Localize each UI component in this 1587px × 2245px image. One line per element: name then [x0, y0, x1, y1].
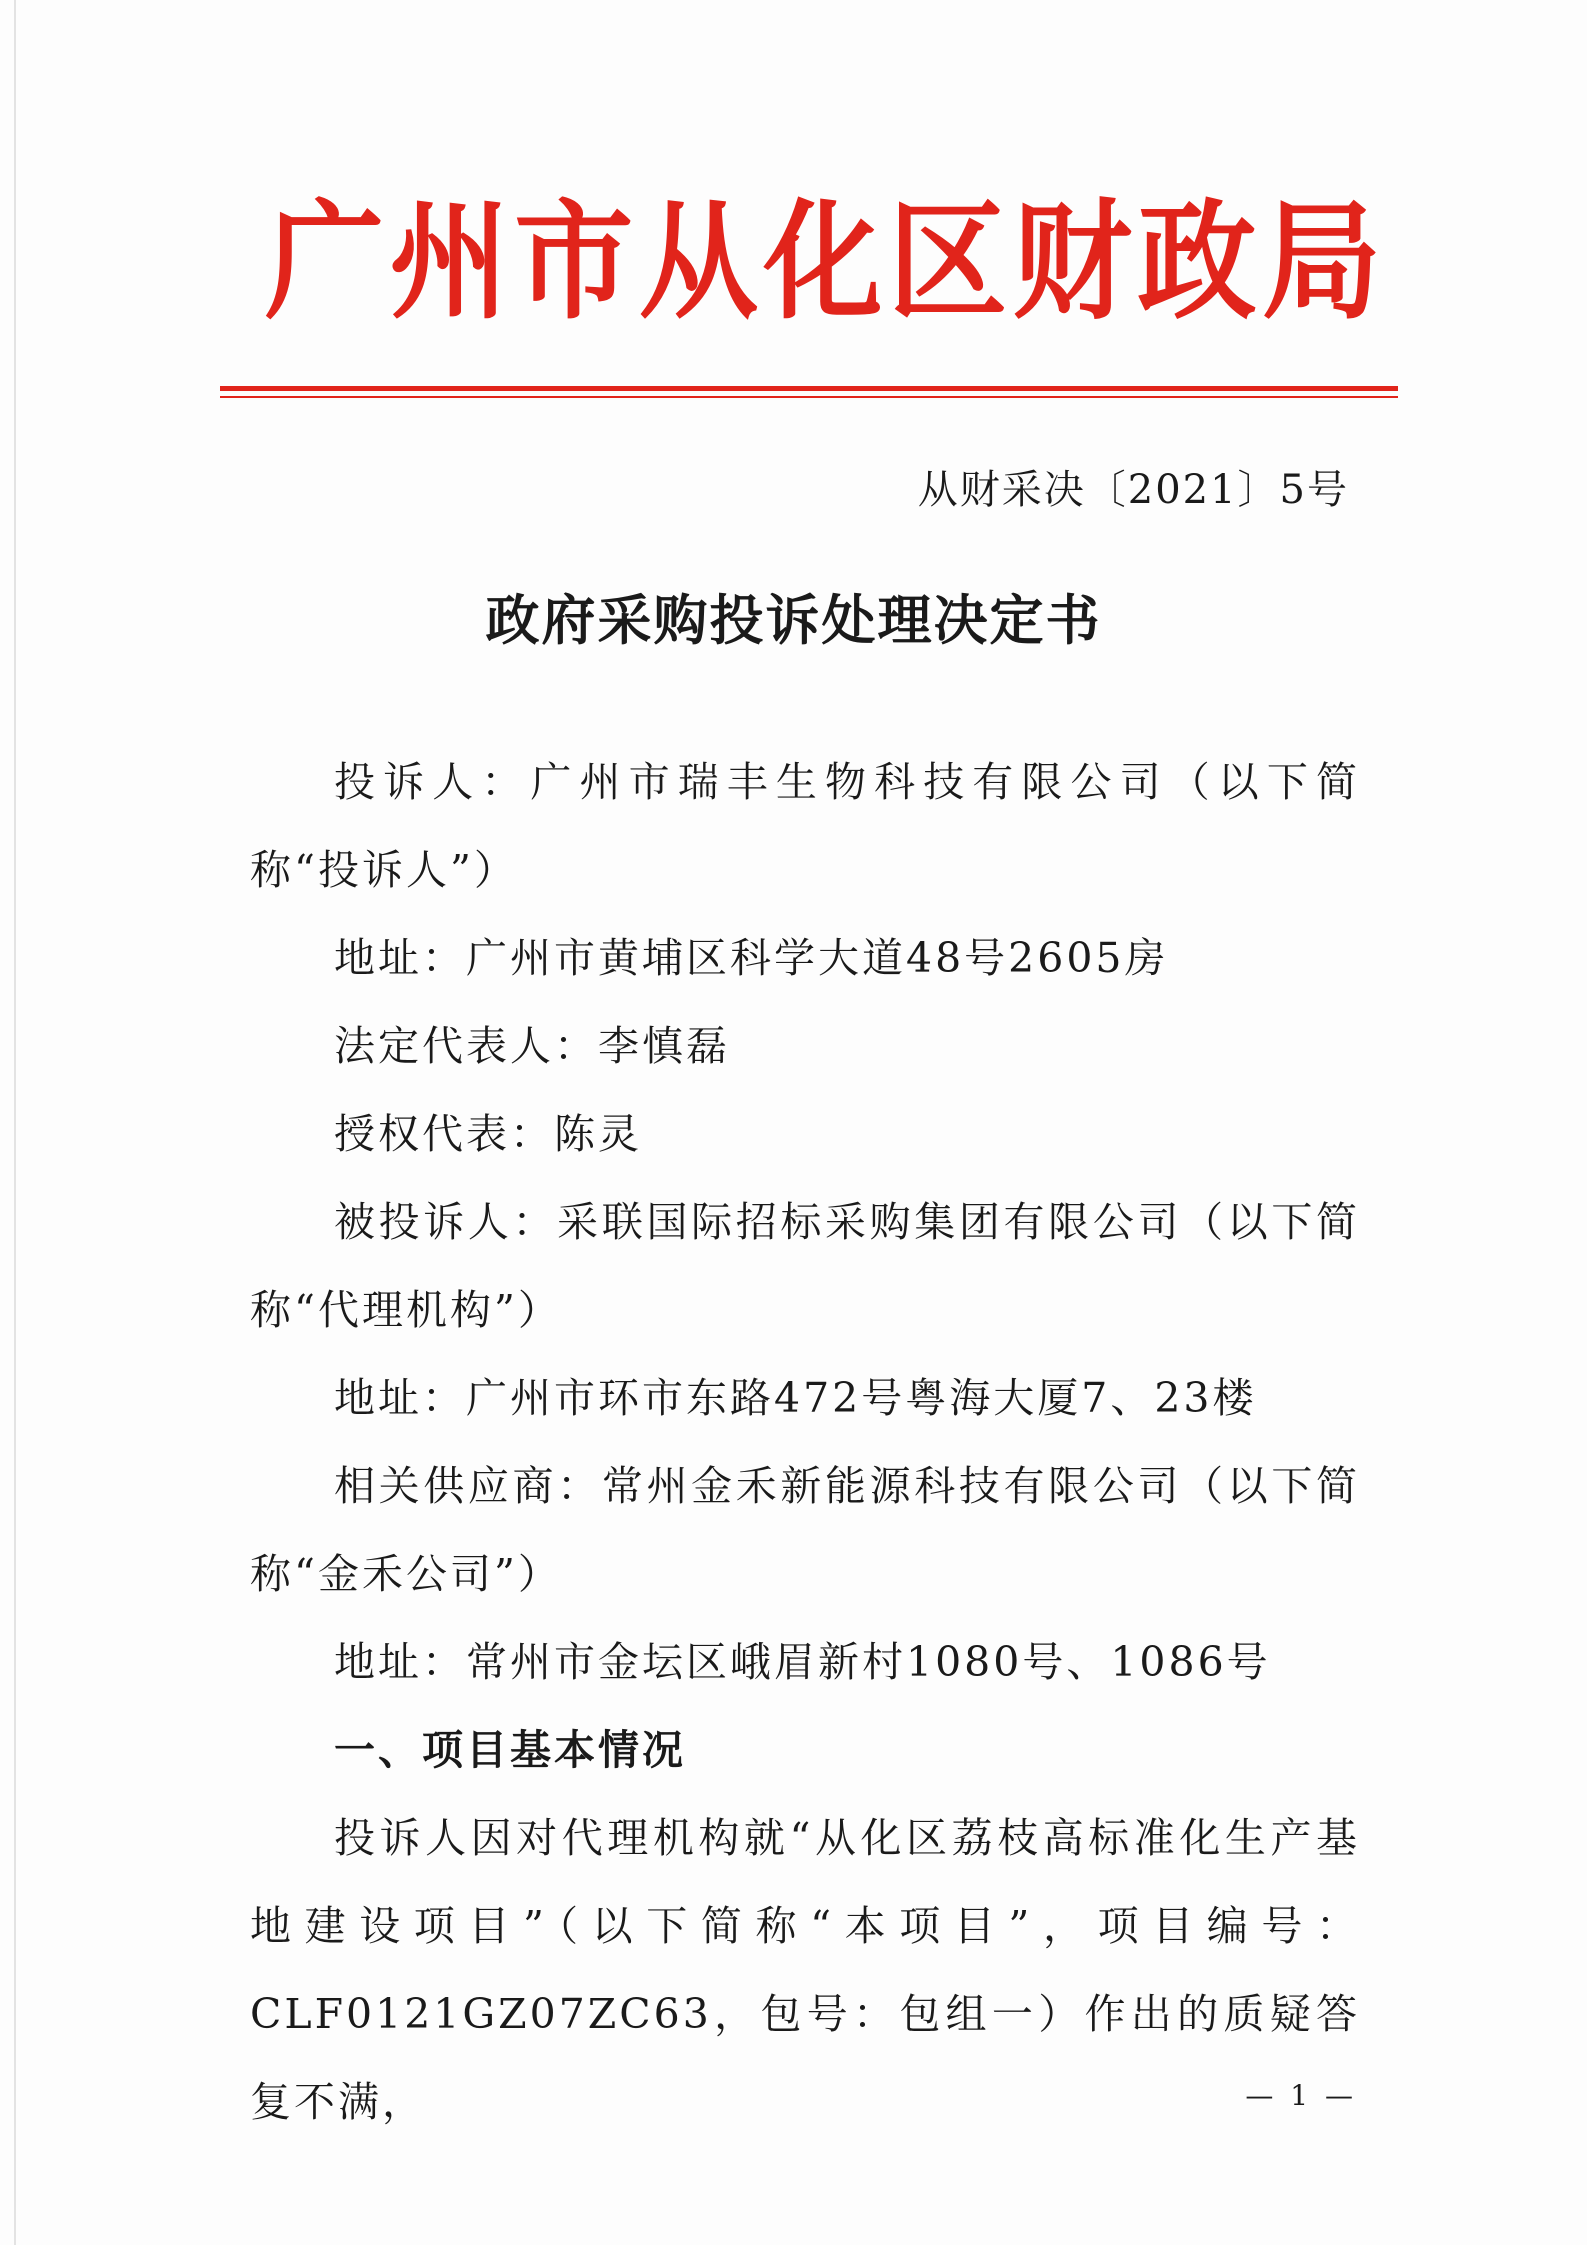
header-red-rule-thin — [220, 396, 1398, 398]
respondent-paragraph: 被投诉人：采联国际招标采购集团有限公司（以下简称“代理机构”） — [250, 1198, 1360, 1334]
complainant-address: 地址：广州市黄埔区科学大道48号2605房 — [334, 934, 1169, 982]
related-supplier-address: 地址：常州市金坛区峨眉新村1080号、1086号 — [334, 1638, 1271, 1686]
issuing-authority-title: 广州市从化区财政局 — [265, 188, 1387, 337]
page-edge-divider — [14, 0, 16, 2245]
document-number: 从财采决〔2021〕5号 — [917, 467, 1349, 513]
document-body — [250, 738, 1360, 2146]
respondent-address: 地址：广州市环市东路472号粤海大厦7、23楼 — [334, 1374, 1257, 1422]
document-title: 政府采购投诉处理决定书 — [485, 588, 1102, 652]
complainant-paragraph: 投诉人：广州市瑞丰生物科技有限公司（以下简称“投诉人”） — [250, 758, 1360, 894]
authorized-representative: 授权代表：陈灵 — [334, 1110, 642, 1158]
header-red-rule-thick — [220, 386, 1398, 391]
related-supplier-paragraph: 相关供应商：常州金禾新能源科技有限公司（以下简称“金禾公司”） — [250, 1462, 1360, 1598]
legal-representative: 法定代表人：李慎磊 — [334, 1022, 730, 1070]
project-description-paragraph: 投诉人因对代理机构就“从化区荔枝高标准化生产基地建设项目”（以下简称“本项目”，项目编号：CLF0121GZ07ZC63，包号：包组一）作出的质疑答复不满， — [250, 1814, 1360, 2126]
page-number: — 1 — — [1245, 2079, 1357, 2112]
section-heading-project-basics: 一、项目基本情况 — [334, 1726, 686, 1774]
